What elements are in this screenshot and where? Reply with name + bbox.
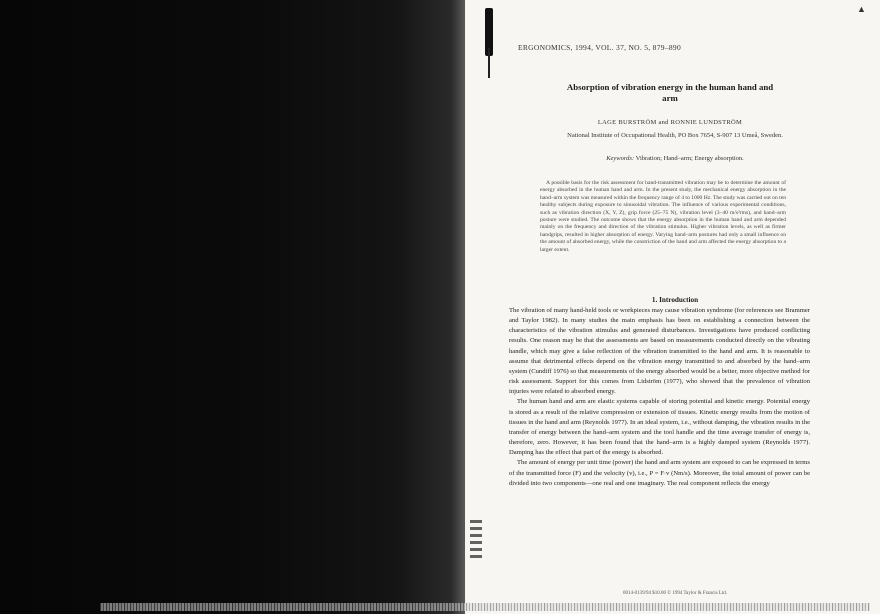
keywords-label: Keywords: xyxy=(606,155,635,162)
paragraph: The amount of energy per unit time (power) the hand and arm system are exposed to can be expressed in terms of the transmitted force (F) and the velocity (v), i.e., P = F·v (Nm/s). Moreover, the total amount of power can be divided into two components—one real and one imaginary. The real component reflects the energy xyxy=(509,459,810,487)
affiliation: National Institute of Occupational Health, PO Box 7654, S-907 13 Umeå, Sweden. xyxy=(567,132,783,139)
paragraph: The vibration of many hand-held tools or workpieces may cause vibration syndrome (for references see Brammer and Taylor 1982). In many studies the main emphasis has been on establishing a connection between the characteristics of the vibration stimulus and generated disturbances. Investigations have produced conflicting results. One reason may be that the assessments are based on measurements conducted directly on the vibrating handle, which may give a false reflection of the vibration transmitted to the hand and arm. It is reasonable to assume that detrimental effects depend on the vibration energy transmitted to and absorbed by the hand–arm system (Cundiff 1976) so that measurements of the energy absorbed would be a better, more objective method for risk assessment. Support for this comes from Lidström (1977), who showed that the prevalence of vibration injuries were related to absorbed energy. xyxy=(509,307,810,396)
authors: LAGE BURSTRÖM and RONNIE LUNDSTRÖM xyxy=(597,119,743,126)
journal-citation: ERGONOMICS, 1994, VOL. 37, NO. 5, 879–890 xyxy=(518,43,681,52)
binding-mark xyxy=(485,8,493,56)
copyright-footer: 0014-0139/94 $10.00 © 1994 Taylor & Francis Ltd. xyxy=(622,591,728,596)
abstract: A possible basis for the risk assessment for hand-transmitted vibration may be to determine the amount of energy absorbed in the human hand and arm. In the present study, the mechanical energy absorption in the hand–arm system was measured within the frequency range of 4 to 1000 Hz. The study was carried out on ten healthy subjects during exposure to sinusoidal vibration. The influence of various experimental conditions, such as vibration direction (X, Y, Z), grip force (25–75 N), vibration level (3–40 m/s²rms), and hand–arm posture were studied. The outcome shows that the energy absorption in the human hand and arm depended mainly on the frequency and direction of the vibration stimulus. Higher vibration levels, as well as firmer handgrips, resulted in higher absorption of energy. Varying hand–arm postures had only a small influence on the amount of absorbed energy, while the constriction of the hand and arm affected the energy absorption to a larger extent. xyxy=(540,180,786,253)
keywords xyxy=(560,155,790,162)
gutter-scan-marks xyxy=(470,520,482,560)
paper-title: Absorption of vibration energy in the human hand and arm xyxy=(566,82,774,103)
introduction-body xyxy=(509,306,810,489)
section-heading-introduction: 1. Introduction xyxy=(651,296,699,304)
corner-mark-icon: ▲ xyxy=(857,4,866,14)
keywords-text: Vibration; Hand–arm; Energy absorption. xyxy=(635,155,744,162)
paragraph: The human hand and arm are elastic systems capable of storing potential and kinetic energy. Potential energy is stored as a result of the relative compression or extension of tissues. Kinetic energy results from the motion of tissues in the hand and arm (Reynolds 1977). In an ideal system, i.e., without damping, the vibration results in the transfer of energy between the hand–arm system and the tool handle and the time average transfer of energy is, therefore, zero. However, it has been found that the hand–arm is a highly damped system (Reynolds 1977). Damping has the effect that part of the energy is absorbed. xyxy=(509,398,810,457)
scan-bottom-strip xyxy=(100,603,870,611)
